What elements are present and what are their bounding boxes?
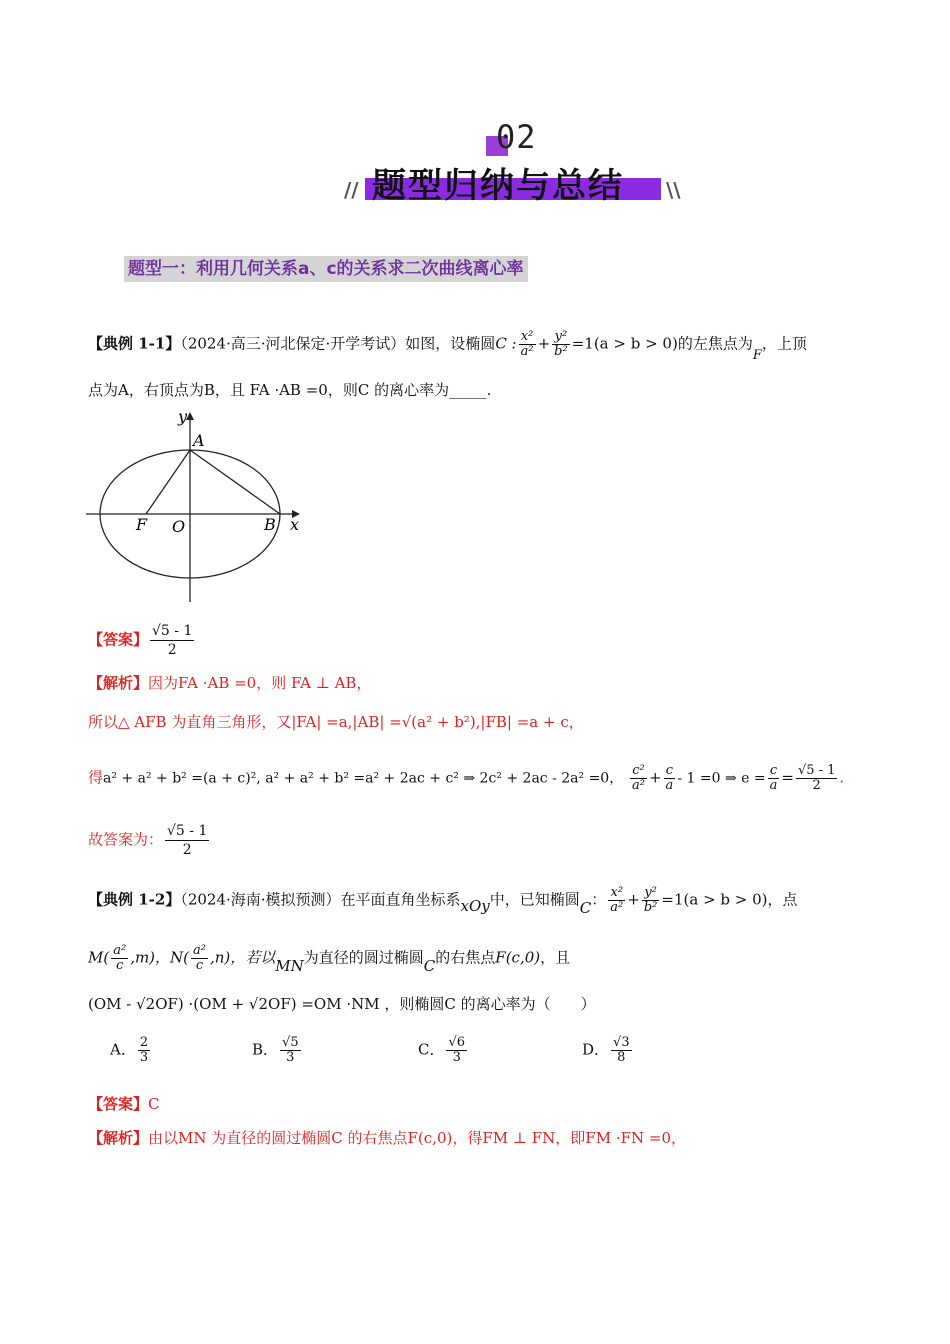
answer-conclusion-1-1: 故答案为： $\frac{√5 - 1}{2}$ xyxy=(88,823,208,858)
section-heading: 题型一：利用几何关系a、c的关系求二次曲线离心率 xyxy=(124,256,528,282)
point-b-label: B xyxy=(264,515,276,534)
option-a[interactable]: A． $\frac{2}{3}$ xyxy=(110,1035,149,1065)
x-label: x xyxy=(290,515,300,534)
example-1-1-line2: 点为A，右顶点为B，且 FA ·AB =0，则C 的离心率为_____. xyxy=(88,381,492,399)
example-1-2-line3: (OM - √2OF) ·(OM + √2OF) =OM ·NM ，则椭圆C 的离心率为（ ） xyxy=(88,995,596,1013)
answer-1-2: 【答案】C xyxy=(88,1095,160,1113)
right-decoration: \\ xyxy=(666,178,681,202)
ellipse-figure xyxy=(86,406,306,602)
example-tag: 【典例 1-2】 xyxy=(88,890,181,909)
example-1-2-line1: 【典例 1-2】（2024·海南·模拟预测）在平面直角坐标系xOy中，已知椭圆C： $\frac{\text{x²}}{\text{a²}}$ + $\frac{\text{y²}}{\text{b²}}$ =1(a > b > 0)，点 xyxy=(88,885,798,917)
point-f-label: F xyxy=(136,515,148,534)
example-source: （2024·高三·河北保定·开学考试）如图，设椭圆 xyxy=(180,334,496,353)
option-c[interactable]: C． $\frac{√6}{3}$ xyxy=(418,1035,466,1065)
y-label: y xyxy=(178,407,188,426)
section-number: 02 xyxy=(496,118,537,156)
point-a-label: A xyxy=(193,431,205,450)
answer-1-1: 【答案】 $\frac{√5 - 1}{2}$ xyxy=(88,623,193,658)
option-d[interactable]: D． $\frac{√3}{8}$ xyxy=(582,1035,630,1065)
analysis-1-2-line1: 【解析】由以MN 为直径的圆过椭圆C 的右焦点F(c,0)，得FM ⊥ FN，即FM ·FN =0， xyxy=(88,1129,686,1147)
segment-fa xyxy=(146,450,190,514)
example-tag: 【典例 1-1】 xyxy=(88,334,181,353)
analysis-1-1-line1: 【解析】因为FA ·AB =0，则 FA ⊥ AB， xyxy=(88,674,372,692)
example-1-1-line1: 【典例 1-1】（2024·高三·河北保定·开学考试）如图，设椭圆C : $\frac{\text{x²}}{\text{a²}}$ + $\frac{\text{y²}}{\text{b²}}$ =1(a > b > 0)的左焦点为F，上顶 xyxy=(88,329,807,363)
y-axis-arrow xyxy=(186,412,194,420)
analysis-1-1-line2: 所以△ AFB 为直角三角形，又|FA| =a,|AB| =√(a² + b²),|FB| =a + c， xyxy=(88,713,584,731)
analysis-1-1-line3: 得a² + a² + b² =(a + c)², a² + a² + b² =a² + 2ac + c² ⇒ 2c² + 2ac - 2a² =0， $\frac{\text{c²}}{\text{a²}}$ + $\frac{c}{a}$ - 1 =0 ⇒ e = $\frac{c}{a}$ = $\frac{√5 - 1}{2}$ . xyxy=(88,763,845,793)
option-b[interactable]: B． $\frac{√5}{3}$ xyxy=(252,1035,299,1065)
segment-ab xyxy=(190,450,280,514)
example-1-2-line2: M( $\frac{\text{a²}}{c}$ ,m)，N( $\frac{\text{a²}}{c}$ ,n)，若以MN为直径的圆过椭圆C的右焦点F(c,0)，且 xyxy=(88,943,571,975)
origin-label: O xyxy=(172,517,186,536)
left-decoration: // xyxy=(344,178,359,202)
page-title: 题型归纳与总结 xyxy=(372,166,624,206)
